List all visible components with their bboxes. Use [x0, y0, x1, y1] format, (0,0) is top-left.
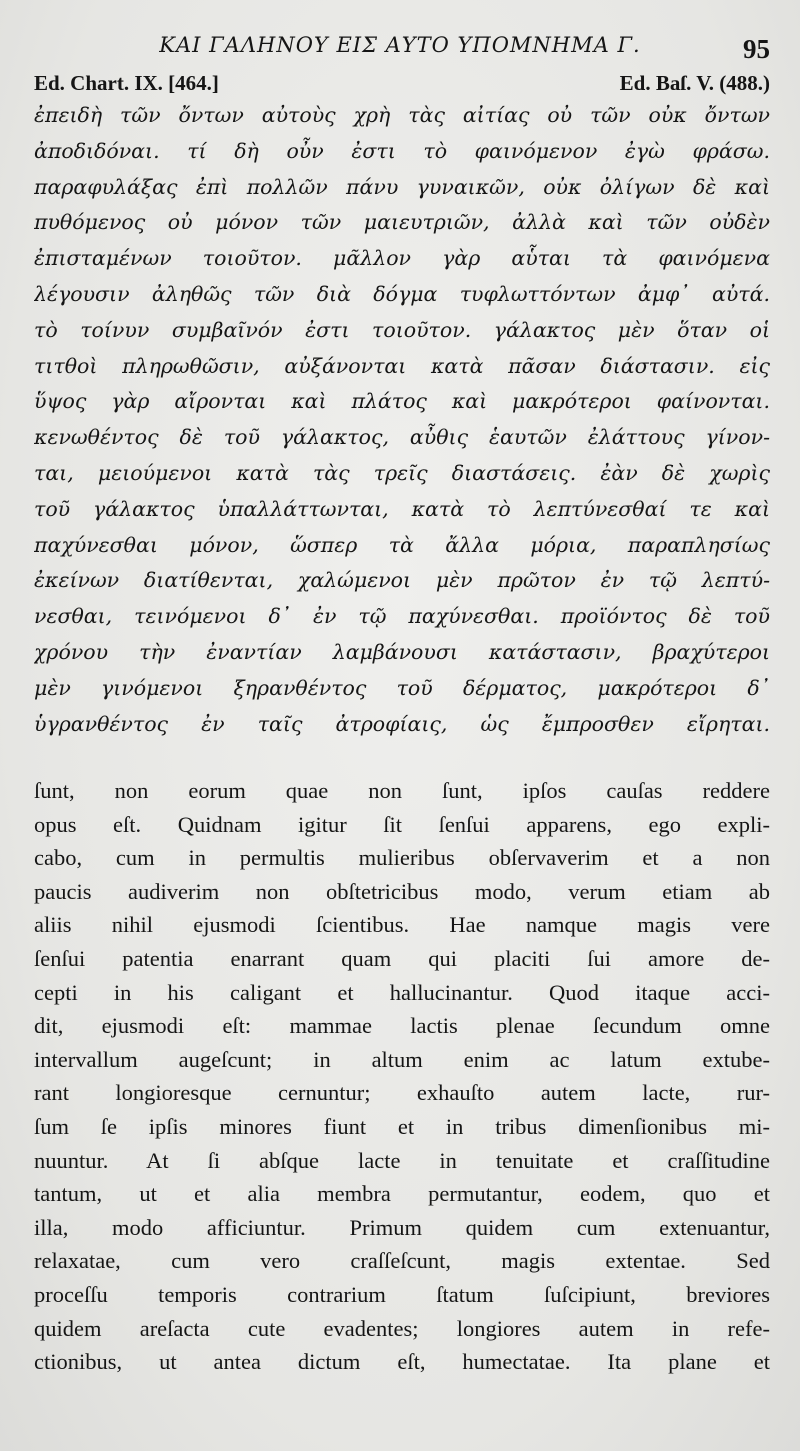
greek-text-line: ἐπισταμένων τοιοῦτον. μᾶλλον γὰρ αὗται τὰ φαινόμενα — [34, 246, 770, 271]
latin-text-line: nuuntur. At ſi abſque lacte in tenuitate et craſſitudine — [34, 1147, 770, 1173]
greek-text-line: τοῦ γάλακτος ὑπαλλάττωνται, κατὰ τὸ λεπτύνεσθαί τε καὶ — [34, 496, 770, 521]
latin-text-line: paucis audiverim non obſtetricibus modo, verum etiam ab — [34, 878, 770, 904]
latin-text-line: relaxatae, cum vero craſſeſcunt, magis extentae. Sed — [34, 1248, 770, 1274]
latin-text-line: intervallum augeſcunt; in altum enim ac latum extube- — [34, 1046, 770, 1072]
latin-text-line: ctionibus, ut antea dictum eſt, humectatae. Ita plane et — [34, 1349, 770, 1375]
latin-text-line: cabo, cum in permultis mulieribus obſervaverim et a non — [34, 845, 770, 871]
latin-text-line: cepti in his caligant et hallucinantur. Quod itaque acci- — [34, 979, 770, 1005]
latin-text-line: quidem areſacta cute evadentes; longiores autem in refe- — [34, 1315, 770, 1341]
latin-text-line: rant longioresque cernuntur; exhauſto autem lacte, rur- — [34, 1080, 770, 1106]
greek-text-line: χρόνου τὴν ἐναντίαν λαμβάνουσι κατάστασιν, βραχύτεροι — [34, 639, 770, 664]
latin-text-line: dit, ejusmodi eſt: mammae lactis plenae ſecundum omne — [34, 1013, 770, 1039]
latin-text-line: proceſſu temporis contrarium ſtatum ſuſcipiunt, breviores — [34, 1281, 770, 1307]
greek-text-line: ἐπειδὴ τῶν ὄντων αὐτοὺς χρὴ τὰς αἰτίας οὐ τῶν οὐκ ὄντων — [34, 103, 770, 127]
edition-basel-reference: Ed. Baſ. V. (488.) — [619, 71, 770, 95]
greek-text-line: κενωθέντος δὲ τοῦ γάλακτος, αὖθις ἑαυτῶν ἐλάττους γίνον- — [34, 425, 770, 450]
greek-text-line: νεσθαι, τεινόμενοι δ᾽ ἐν τῷ παχύνεσθαι. προϊόντος δὲ τοῦ — [34, 604, 770, 629]
latin-text-line: ſum ſe ipſis minores fiunt et in tribus dimenſionibus mi- — [34, 1113, 770, 1139]
greek-text-line: τὸ τοίνυν συμβαῖνόν ἐστι τοιοῦτον. γάλακτος μὲν ὅταν οἱ — [34, 317, 770, 342]
greek-text-line: ὑγρανθέντος ἐν ταῖς ἀτροφίαις, ὡς ἔμπροσθεν εἴρηται. — [34, 711, 770, 736]
greek-text-line: ται, μειούμενοι κατὰ τὰς τρεῖς διαστάσεις. ἐὰν δὲ χωρὶς — [34, 460, 770, 485]
edition-chart-reference: Ed. Chart. IX. [464.] — [34, 71, 219, 95]
greek-text-line: παχύνεσθαι μόνον, ὥσπερ τὰ ἄλλα μόρια, παραπλησίως — [34, 532, 770, 557]
running-head — [0, 30, 800, 64]
latin-text-line: ſunt, non eorum quae non ſunt, ipſos cauſas reddere — [34, 778, 770, 803]
greek-text-line: πυθόμενος οὐ μόνον τῶν μαιευτριῶν, ἀλλὰ καὶ τῶν οὐδὲν — [34, 210, 770, 235]
latin-text-line: tantum, ut et alia membra permutantur, eodem, quo et — [34, 1181, 770, 1207]
latin-text-line: opus eſt. Quidnam igitur ſit ſenſui apparens, ego expli- — [34, 811, 770, 837]
greek-text-line: παραφυλάξας ἐπὶ πολλῶν πάνυ γυναικῶν, οὐκ ὀλίγων δὲ καὶ — [34, 174, 770, 199]
running-title: ΚΑΙ ΓΑΛΗΝΟΥ ΕΙΣ ΑΥΤΟ ΥΠΟΜΝΗΜΑ Γ. — [159, 33, 641, 57]
greek-text-block — [34, 98, 770, 742]
latin-text-line: aliis nihil ejusmodi ſcientibus. Hae namque magis vere — [34, 912, 770, 938]
page-number: 95 — [743, 34, 770, 64]
greek-text-line: ὕψος γὰρ αἴρονται καὶ πλάτος καὶ μακρότεροι φαίνονται. — [34, 389, 770, 414]
greek-text-line: ἐκείνων διατίθενται, χαλώμενοι μὲν πρῶτον ἐν τῷ λεπτύ- — [34, 568, 770, 593]
greek-text-line: ἀποδιδόναι. τί δὴ οὖν ἐστι τὸ φαινόμενον ἐγὼ φράσω. — [34, 138, 770, 163]
greek-text-line: λέγουσιν ἀληθῶς τῶν διὰ δόγμα τυφλωττόντων ἀμφ᾽ αὐτά. — [34, 281, 770, 306]
edition-reference-line — [34, 68, 770, 98]
greek-text-line: μὲν γινόμενοι ξηρανθέντος τοῦ δέρματος, μακρότεροι δ᾽ — [34, 675, 770, 700]
latin-text-line: illa, modo afficiuntur. Primum quidem cum extenuantur, — [34, 1214, 770, 1240]
latin-text-block — [34, 774, 770, 1379]
greek-text-line: τιτθοὶ πληρωθῶσιν, αὐξάνονται κατὰ πᾶσαν διάστασιν. εἰς — [34, 353, 770, 378]
latin-text-line: ſenſui patentia enarrant quam qui placiti ſui amore de- — [34, 945, 770, 971]
